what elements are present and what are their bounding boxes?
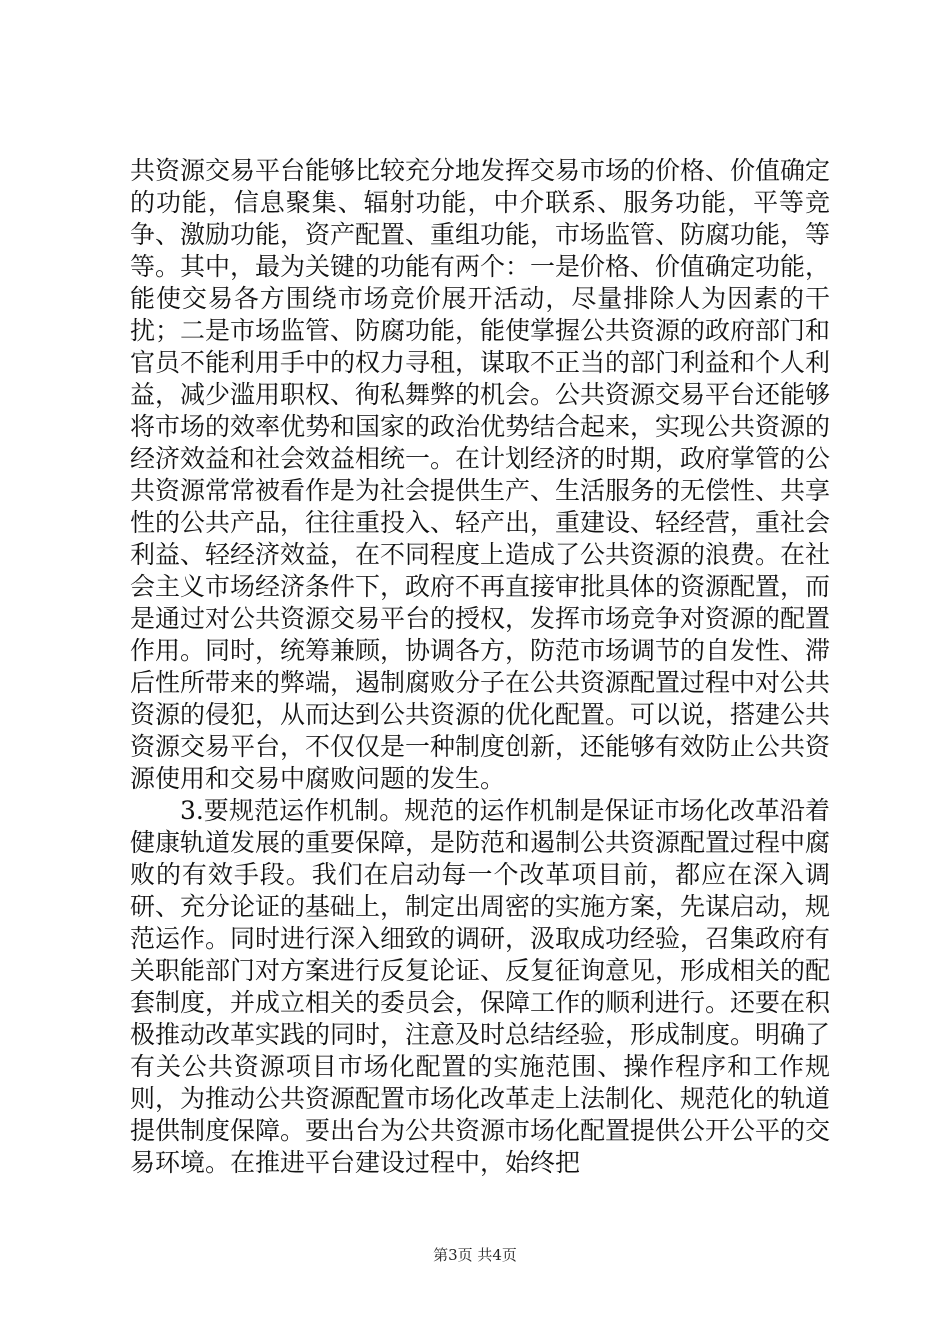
paragraph-1: 共资源交易平台能够比较充分地发挥交易市场的价格、价值确定的功能，信息聚集、辐射功能，中介联系、服务功能，平等竞争、激励功能，资产配置、重组功能，市场监管、防腐功能，等等。其中，最为关键的功能有两个：一是价格、价值确定功能，能使交易各方围绕市场竞价展开活动，尽量排除人为因素的干扰；二是市场监管、防腐功能，能使掌握公共资源的政府部门和官员不能利用手中的权力寻租，谋取不正当的部门利益和个人利益，减少滥用职权、徇私舞弊的机会。公共资源交易平台还能够将市场的效率优势和国家的政治优势结合起来，实现公共资源的经济效益和社会效益相统一。在计划经济的时期，政府掌管的公共资源常常被看作是为社会提供生产、生活服务的无偿性、共享性的公共产品，往往重投入、轻产出，重建设、轻经营，重社会利益、轻经济效益，在不同程度上造成了公共资源的浪费。在社会主义市场经济条件下，政府不再直接审批具体的资源配置，而是通过对公共资源交易平台的授权，发挥市场竞争对资源的配置作用。同时，统筹兼顾，协调各方，防范市场调节的自发性、滞后性所带来的弊端，遏制腐败分子在公共资源配置过程中对公共资源的侵犯，从而达到公共资源的优化配置。可以说，搭建公共资源交易平台，不仅仅是一种制度创新，还能够有效防止公共资源使用和交易中腐败问题的发生。 xyxy=(130,156,831,793)
document-body xyxy=(130,155,830,1179)
page-footer: 第3页 共4页 xyxy=(433,1246,517,1264)
paragraph-2: 3.要规范运作机制。规范的运作机制是保证市场化改革沿着健康轨道发展的重要保障，是防范和遏制公共资源配置过程中腐败的有效手段。我们在启动每一个改革项目前，都应在深入调研、充分论证的基础上，制定出周密的实施方案，先谋启动，规范运作。同时进行深入细致的调研，汲取成功经验，召集政府有关职能部门对方案进行反复论证、反复征询意见，形成相关的配套制度，并成立相关的委员会，保障工作的顺利进行。还要在积极推动改革实践的同时，注意及时总结经验，形成制度。明确了有关公共资源项目市场化配置的实施范围、操作程序和工作规则，为推动公共资源配置市场化改革走上法制化、规范化的轨道提供制度保障。要出台为公共资源市场化配置提供公开公平的交易环境。在推进平台建设过程中，始终把 xyxy=(130,796,831,1177)
